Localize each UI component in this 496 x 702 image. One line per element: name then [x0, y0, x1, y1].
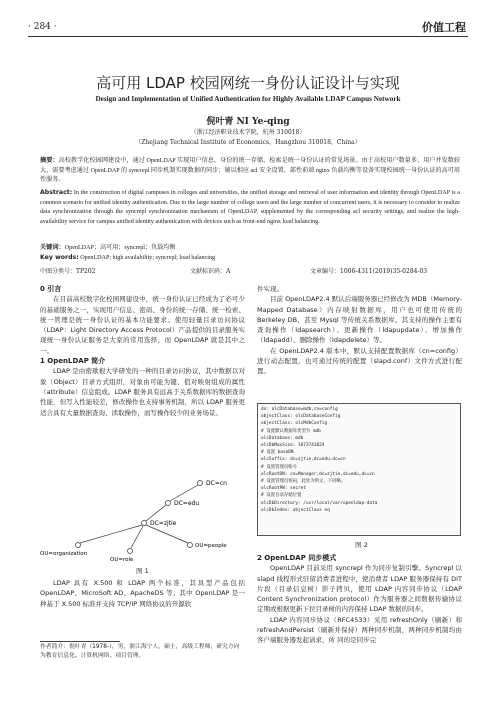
- config-line: objectClass: olcMdbConfig: [261, 421, 328, 427]
- config-line: olcRootPW: secret: [261, 486, 306, 492]
- right-column-top: [257, 284, 462, 377]
- abstract-en-label: Abstract:: [40, 189, 73, 196]
- keywords-english: [40, 253, 460, 264]
- section-2-paragraph-2: LDAP 内容同步协议（RFC4533）采用 refreshOnly（刷新）和 refreshAndPersist（刷新并保持）两种同步机制，两种同步机制均由客户端服务器发起请求，所 同的是同步完: [257, 615, 462, 645]
- title-chinese: 高可用 LDAP 校园网统一身份认证设计与实现: [96, 74, 400, 92]
- tree-node-dc-edu: DC=edu: [174, 500, 200, 507]
- affiliation-english: （Zhejiang Technical Institute of Economics，Hangzhou 310018，China）: [135, 139, 361, 146]
- left-column-bottom: [40, 578, 245, 609]
- header-divider: [28, 36, 468, 37]
- abstract-cn-text: 高校教学化校园网建设中，通过 OpenLDAP 实现用户信息、身份的统一存储、检索是统一身份认证的常见场景。由于高校用户数量多、用户并发数较大，需要考虑通过 OpenLDAP 的 syncrepl 同步机制实现数据的同步；辅以相应 acl 安全设置、部性前端 nginx 负载均衡等设备实现校园统一身份认证的高可用性服务。: [40, 158, 460, 184]
- keywords-en-text: OpenLDAP; high availability; syncrepl; load balancing: [80, 255, 216, 261]
- journal-name: 价值工程: [422, 21, 466, 34]
- config-line: # 设置默认数据库类型为 mdb: [261, 428, 321, 434]
- document-code: 文献标识码：A: [190, 268, 231, 275]
- right-paragraph-0: 件实现。: [257, 285, 283, 293]
- abstract-cn-label: 摘要：: [40, 157, 59, 164]
- keywords-chinese: [40, 243, 460, 254]
- config-line: olcDbMaxSize: 1073741824: [261, 443, 325, 449]
- config-line: olcDbIndex: objectClass eq: [261, 507, 330, 513]
- section-1-paragraph-2: LDAP 具有 X.500 和 LDAP 两个标准，其具型产品包括 OpenLDAP、MicroSoft AD、ApacheDS 等；其中 OpenLDAP 是一种基于 X.500 标准并支持 TCP/IP 网络协议的开源软: [40, 579, 245, 608]
- article-number: 文章编号：1006-4311(2019)35-0284-03: [310, 268, 428, 275]
- abstract-chinese: [40, 156, 460, 186]
- config-line: # 设置 baseDN: [261, 450, 294, 456]
- tree-node-dc-cn: DC=cn: [206, 480, 227, 487]
- page-header: [0, 0, 496, 38]
- right-column-bottom: [257, 553, 462, 646]
- right-paragraph-1: 目前 OpenLDAP2.4 默认后端服务器已经修改为 MDB（Memory-Mapped Database）内存映射数据库，用户也可使用传统的 Berkeley DB、甚至 Mysql 等传统关系数据库。其支持的操作主要有查询操作（ldapsearch）、更新操作（ldapupdate）、增加操作（ldapadd）、删除操作（ldapdelete）等。: [257, 295, 463, 345]
- config-line: olcDbDirectory: /usr/local/var/openldap-data: [261, 500, 378, 506]
- keywords-en-label: Key words:: [40, 254, 79, 261]
- author: 倪叶青 NI Ye-qing: [206, 117, 290, 127]
- affiliation-chinese: （浙江经济职业技术学院，杭州 310018）: [190, 129, 306, 136]
- keywords-cn-text: OpenLDAP；高可用；syncrepl；负载均衡: [64, 245, 176, 251]
- right-paragraph-2: 在 OpenLDAP2.4 版本中，默认支持配置数据库（cn=config）进行动态配置，也可通过传统的配置（slapd.conf）文件方式进行配置。: [257, 346, 462, 376]
- tree-node-dc-zjtie: DC=zjtie: [150, 520, 177, 527]
- section-1-title: 1 OpenLDAP 简介: [40, 357, 106, 366]
- config-line: # 设置管理员账号: [261, 464, 298, 470]
- section-0-title: 0 引言: [40, 285, 62, 293]
- tree-node-ou-organization: OU=organization: [40, 551, 88, 557]
- figure-1-caption: 图 1: [136, 567, 149, 575]
- author-footnote: 作者简介：倪叶青（1978-），男，浙江海宁人，硕士，高级工程师，研究方向为教育信息化、计算机网络、项目管理。: [40, 644, 240, 659]
- left-column-top: [40, 284, 245, 418]
- config-line: objectClass: olcDatabaseConfig: [261, 414, 341, 420]
- tree-node-ou-role: OU=role: [110, 557, 134, 563]
- figure-2-caption: 图 2: [355, 541, 368, 549]
- page-number: · 284 ·: [28, 22, 57, 32]
- config-line: # 设置管理员密码，此处为明文，下同略。: [261, 479, 346, 485]
- footnote-divider: [40, 641, 120, 642]
- tree-node-ou-people: OU=people: [195, 543, 227, 549]
- clc-number: 中图分类号：TP202: [40, 268, 96, 275]
- config-line: dn: olcDatabase=mdb,cn=config: [261, 407, 338, 412]
- config-line: olcSuffix: dc=zjtie,dc=edu,dc=cn: [261, 457, 346, 463]
- section-2-title: 2 OpenLDAP 同步模式: [257, 554, 337, 562]
- config-line: # 设置目录存储位置: [261, 493, 302, 499]
- keywords-cn-label: 关键词：: [40, 244, 65, 251]
- figure-1-directory-tree: [40, 443, 245, 563]
- title-english: Design and Implementation of Unified Authentication for Highly Available LDAP Campus Network: [95, 95, 401, 103]
- config-line: olcRootDN: cn=Manager,dc=zjtie,dc=edu,dc=cn: [261, 471, 375, 477]
- abstract-en-text: In the construction of digital campuses in colleges and universities, the unified storage and retrieval of user information and identity through OpenLDAP is a common scenario for unified identity authentication. Due to the large number of college users and the large number of concurrent users, it is necessary to consider to realize data synchronization through the syncrepl synchronization mechanism of OpenLDAP, supplemented by the corresponding acl security settings, and realize the high-availability service for campus unified identity authentication with devices such as front-end nginx load balancing.: [40, 190, 460, 225]
- section-1-paragraph: LDAP 是由密歇根大学研发的一种的目录访问协议，其中数据以对象（Object）目录方式组织，对象由可能为键、值对映射组成的属性（attribute）信息组成。LDAP 服务具有远高于关系数据库的数据查询性能，但写入性能较差，修改操作也支持事务机制，所以 LDAP 服务更适合具有大量数据查询、读取操作，而写操作较少的业务场景。: [40, 367, 245, 417]
- section-0-paragraph: 在目前高校数字化校园网建设中，统一身份认证已经成为了必可少的基础服务之一，实现用户信息、密码、身份的统一存储、统一检索、统一管理是统一身份认证的基本功能要求。使用轻量目录访问协议（LDAP：Light Directory Access Protocol）产品提供的目录服务实现统一身份认证服务是大家的常用选择，而 OpenLDAP 就是其中之一。: [40, 295, 245, 355]
- config-line: olcDatabase: mdb: [261, 435, 304, 441]
- section-2-paragraph: OpenLDAP 目前采用 syncrepl 作为同步复制引擎。Syncrepl 以 slapd 线程形式驻留消费者进程中，使消费者 LDAP 服务器保持有 DIT 片段（目录信息树）影子拷贝，使用 LDAP 内容同步协议（LDAP Content Synchronization protocol）作为服务器之间数据传输协议定期或根据更新下拉目录树的内容保持 LDAP 数据的同步。: [257, 564, 462, 614]
- abstract-english: [40, 188, 460, 227]
- figure-2-config-listing: [257, 403, 461, 536]
